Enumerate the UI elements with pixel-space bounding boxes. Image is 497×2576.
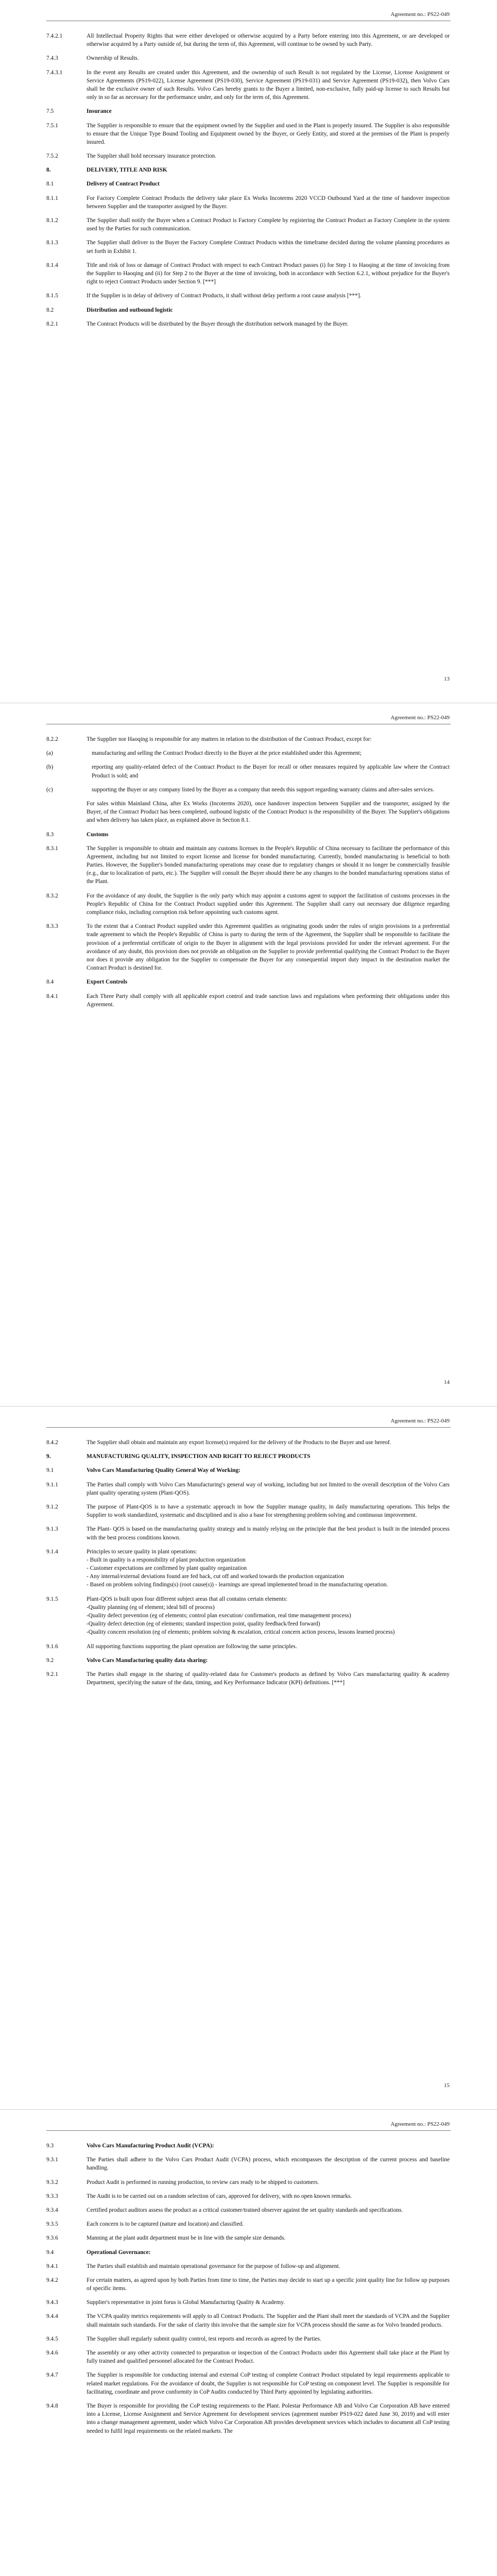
clause-text: For the avoidance of any doubt, the Supplier is the only party which may appoint a customs agent to support the facilitation of customs processes in the People's Republic of China for the Contract Product supplied under this Agreement. The Supplier shall carry out necessary due diligence regarding compliance risks, including corruption risk before appointing such customs agent. (87, 892, 450, 916)
clause-number: 9.1 (46, 1467, 54, 1474)
clause-text: Certified product auditors assess the product as a critical customer/trained observer against the set quality standards and specifications. (87, 2207, 403, 2213)
agreement-number: Agreement no.: PS22-049 (390, 1418, 450, 1424)
clause-number: 9.4.2 (46, 2277, 58, 2283)
subsection-heading (46, 306, 450, 314)
clause-text: DELIVERY, TITLE AND RISK (87, 167, 167, 174)
clause (46, 54, 450, 62)
clause-text: The Parties shall engage in the sharing of quality-related data for Customer's products as defined by Volvo Cars manufacturing quality & academy Department, specifying the nature of the data, timing, and Key Performance Indicator (KPI) definitions. [***] (87, 1671, 450, 1686)
clause-text: Product Audit is performed in running production, to review cars ready to be shipped to customers. (87, 2179, 319, 2185)
clause (46, 239, 450, 255)
clause-text: Customs (87, 831, 109, 838)
clause-number: 8.1.2 (46, 217, 58, 224)
clause-text: All Intellectual Property Rights that were either developed or otherwise acquired by a Party before entering into this Agreement, or are developed or otherwise acquired by a Party outside of, but during the term of, this Agreement, will continue to be owned by such Party. (87, 33, 450, 48)
clause-text: The Plant- QOS is based on the manufacturing quality strategy and is mainly relying on the principle that the best product is built in the intended process with the best process conditions known. (87, 1526, 450, 1541)
clause-number: 9.4.7 (46, 2372, 58, 2379)
clause-number: 8.4.1 (46, 993, 58, 999)
clause-text: Principles to secure quality in plant operations: - Built in quality is a responsibility of plant production organization - Customer expectations are confirmed by plant quality organization - Any internal/external deviations found are fed back, cut off and worked towards the production organization - Based on problem solving findings(s) (root cause(s)) - learnings are spread implemented broad in the manufacturing operation. (87, 1548, 388, 1588)
clause (46, 2402, 450, 2435)
clause-text: Distribution and outbound logistic (87, 307, 173, 313)
clause-text: The Buyer is responsible for providing the CoP testing requirements to the Plant. Polestar Performance AB and Volvo Car Corporation AB have entered into a License, License Assignment and Service Agreement for development services (agreement number PS19-022 dated June 30, 2019) and will enter into a change management agreement, under which Volvo Car Corporation AB provides development services which includes to document all CoP testing needed to fulfil legal requirements on the related markets. The (87, 2402, 450, 2434)
clause (46, 1595, 450, 1637)
clause-number: 8.1.1 (46, 195, 58, 201)
clause-number: 9.2.1 (46, 1671, 58, 1677)
clause (46, 261, 450, 286)
clause (46, 194, 450, 211)
clause-number: 7.4.3.1 (46, 69, 63, 76)
clause (46, 2335, 450, 2343)
clause (46, 320, 450, 328)
clause-text: Volvo Cars Manufacturing Quality General Way of Working: (87, 1467, 241, 1474)
agreement-number: Agreement no.: PS22-049 (390, 715, 450, 721)
clause (46, 992, 450, 1009)
clause-number: 8.2 (46, 307, 54, 313)
clause-text: The Parties shall adhere to the Volvo Cars Product Audit (VCPA) process, which encompasses the description of the current process and baseline handling. (87, 2157, 450, 2172)
clause-number: 9.1.1 (46, 1481, 58, 1488)
clause-text: Each concern is to be captured (nature and location) and classified. (87, 2221, 244, 2228)
clause-number: 8.3 (46, 831, 54, 838)
clause-text: The Supplier is responsible to ensure that the equipment owned by the Supplier and used in the Plant is properly insured. The Supplier is also responsible to ensure that the Unique Type Bound Tooling and Equipment owned by the Buyer, or Geely Entity, and stored at the premises of the Plant is properly insured. (87, 122, 450, 145)
clause-number: 9.3.6 (46, 2235, 58, 2242)
clause (46, 152, 450, 160)
subsection-heading (46, 831, 450, 839)
page-content (46, 735, 450, 1014)
clause (46, 122, 450, 147)
clause-number: 9.3.4 (46, 2207, 58, 2213)
clause-text: manufacturing and selling the Contract Product directly to the Buyer at the price established under this Agreement; (92, 750, 362, 757)
clause-number: 9.3.5 (46, 2221, 58, 2228)
document-page (0, 0, 497, 703)
clause-number: 8.1 (46, 181, 54, 188)
clause-number: 7.4.3 (46, 55, 58, 62)
page-number: 13 (444, 676, 450, 682)
clause-number: 9.3.1 (46, 2157, 58, 2163)
clause-number: 9.3 (46, 2143, 54, 2149)
clause (46, 892, 450, 917)
clause-number: 9.1.5 (46, 1596, 58, 1602)
agreement-number: Agreement no.: PS22-049 (390, 11, 450, 18)
page-content (46, 32, 450, 334)
clause-text: Manning at the plant audit department must be in line with the sample size demands. (87, 2235, 286, 2242)
clause (46, 2220, 450, 2228)
clause-number: (c) (46, 786, 53, 793)
clause-text: All supporting functions supporting the plant operation are following the same principles. (87, 1643, 297, 1650)
clause-number: 9.3.2 (46, 2179, 58, 2185)
clause-number: 7.5.2 (46, 153, 58, 160)
clause (46, 2312, 450, 2329)
clause (46, 844, 450, 886)
section-heading (46, 1452, 450, 1461)
clause-text: The Supplier is responsible for conducting internal and external CoP testing of complete Contract Product stipulated by legal requirements applicable to related market regulations. For the avoidance of doubt, the Supplier is not responsible for CoP testing on component level. The Supplier is responsible for facilitating, coordinate and prove conformity in CoP Audits conducted by Third Party appointed by legislating authorities. (87, 2372, 450, 2395)
subsection-heading (46, 180, 450, 188)
clause (46, 2349, 450, 2365)
clause (46, 922, 450, 972)
subsection-heading (46, 2142, 450, 2150)
page-content (46, 2142, 450, 2441)
clause (46, 1438, 450, 1447)
clause-text: Title and risk of loss or damage of Contract Product with respect to each Contract Product passes (i) for Step 1 to Haoqing at the time of invoicing from the Supplier to Haoqing and (ii) for Step 2 to the Buyer at the time of invoicing, both in accordance with Section 6.2.1, without prejudice for the Buyer's right to reject Contract Products under Section 9. [***] (87, 262, 450, 285)
clause-number: 7.5.1 (46, 122, 58, 129)
clause (46, 2276, 450, 2293)
clause-number: 9. (46, 1453, 51, 1460)
clause-number: 7.4.2.1 (46, 33, 63, 39)
clause (46, 216, 450, 233)
clause (46, 1642, 450, 1651)
clause-number: 8.1.3 (46, 240, 58, 246)
document-page (0, 1406, 497, 2110)
clause-number: 9.3.3 (46, 2193, 58, 2199)
clause (46, 32, 450, 48)
clause (46, 2262, 450, 2270)
clause-number: 9.1.4 (46, 1548, 58, 1555)
clause-text: The Audit is to be carried out on a random selection of cars, approved for delivery, with no open known remarks. (87, 2193, 352, 2199)
clause (46, 1481, 450, 1497)
clause-text: The Supplier is responsible to obtain and maintain any customs licenses in the People's Republic of China necessary to facilitate the performance of this Agreement, including but not limited to export license and license for bonded manufacturing. Currently, bonded manufacturing is beneficial to both Parties. However, the Supplier's bonded manufacturing operations may cease due to regulatory changes or should it no longer be commercially feasible (e.g., due to localization of parts, etc.). The Supplier will consult the Buyer should there be any changes to the bonded manufacturing operations status of the Plant. (87, 845, 450, 885)
clause-text: Export Controls (87, 979, 128, 986)
clause-text: The Supplier shall notify the Buyer when a Contract Product is Factory Complete by registering the Contract Product as Factory Complete in the system used by the Parties for such communication. (87, 217, 450, 232)
clause-number: 9.1.6 (46, 1643, 58, 1650)
clause-number: 9.1.2 (46, 1503, 58, 1510)
clause-text: If the Supplier is in delay of delivery of Contract Products, it shall without delay perform a root cause analysis [***]. (87, 293, 362, 299)
page-content (46, 1438, 450, 1692)
clause-text: To the extent that a Contract Product supplied under this Agreement qualifies as originating goods under the rules of origin provisions in a preferential trade agreement to which the People's Republic of China is party to during the term of the Agreement, the Supplier shall be responsible to facilitate the provision of a preferential certificate of origin to the Buyer in alignment with the legal provisions provided for under the relevant agreement. For the avoidance of any doubt, this provision does not provide an obligation on the Supplier to provide preferential qualifying the Contract Product to the Buyer nor does it provide any obligation for the Supplier to compensate the Buyer for any consequential import duty impact in the destination market the Contract Product is destined for. (87, 923, 450, 972)
clause-number: 8.1.5 (46, 293, 58, 299)
clause (46, 2234, 450, 2242)
header-rule (46, 1427, 451, 1428)
clause-number: 8.3.1 (46, 845, 58, 852)
clause (46, 735, 450, 743)
agreement-number: Agreement no.: PS22-049 (390, 2121, 450, 2127)
clause-number: (a) (46, 750, 53, 757)
clause-number: 8.4 (46, 979, 54, 986)
clause (46, 2206, 450, 2214)
clause-text: Volvo Cars Manufacturing quality data sharing: (87, 1657, 208, 1664)
subsection-heading (46, 107, 450, 115)
clause-number: 8.2.2 (46, 736, 58, 742)
clause-number: 8.2.1 (46, 320, 58, 327)
clause (46, 763, 450, 779)
clause-text: The Parties shall establish and maintain operational governance for the purpose of follow-up and alignment. (87, 2263, 340, 2269)
document-page (0, 703, 497, 1406)
clause-text: reporting any quality-related defect of the Contract Product to the Buyer for recall or other measures required by applicable law where the Contract Product is sold; and (92, 764, 450, 779)
clause (46, 2298, 450, 2307)
clause-text: The assembly or any other activity connected to preparation or inspection of the Contract Products under this Agreement shall take place at the Plant by fully trained and qualified personnel allocated for the Contract Product. (87, 2350, 450, 2365)
clause-text: Plant-QOS is built upon four different subject areas that all contains certain elements: -Quality planning (eg of element; ideal bill of process) -Quality defect prevention (eg of elements; control plan execution/ confirmation, real time management process) -Quality defect detection (eg of elements; standard inspection point, quality feedback/feed forward) -Quality concern resolution (eg of elements; problem solving & escalation, critical concern action process, lessons learned process) (87, 1596, 395, 1636)
clause (46, 800, 450, 825)
subsection-heading (46, 2248, 450, 2257)
clause (46, 2192, 450, 2200)
clause-text: The Supplier shall hold necessary insurance protection. (87, 153, 217, 160)
clause-number: 8. (46, 167, 51, 174)
clause-text: In the event any Results are created under this Agreement, and the ownership of such Result is not regulated by the License, License Assignment or Service Agreements (PS19-022), License Agreement (PS19-030), Service Agreement (PS19-031) and Service Agreement (PS19-032), then Volvo Cars shall be the exclusive owner of such Results. Volvo Cars hereby grants to the Buyer a limited, non-exclusive, fully paid-up license to such Results but only in so far as necessary for the performance under, and only for the term of, this Agreement. (87, 69, 450, 101)
clause-text: For certain matters, as agreed upon by both Parties from time to time, the Parties may decide to start up a specific joint quality line for follow up purposes of specific items. (87, 2277, 450, 2292)
clause-text: The Parties shall comply with Volvo Cars Manufacturing's general way of working, including but not limited to the overall description of the Volvo Cars plant quality operating system (Plant-QOS). (87, 1481, 450, 1496)
page-number: 15 (444, 2082, 450, 2089)
clause-text: The Supplier nor Haoqing is responsible for any matters in relation to the distribution of the Contract Product, except for: (87, 736, 372, 742)
clause-text: The Contract Products will be distributed by the Buyer through the distribution network managed by the Buyer. (87, 320, 349, 327)
clause-text: Delivery of Contract Product (87, 181, 160, 188)
clause-text: For sales within Mainland China, after Ex Works (Incoterms 2020), once handover inspection between Supplier and the transporter, assigned by the Buyer, of the Contract Product has been completed, outbound logistic of the Contract Product is the responsibility of the Buyer. The Supplier's obligations and when delivery has taken place, as explained above in Section 8.1. (87, 800, 450, 824)
clause-text: The purpose of Plant-QOS is to have a systematic approach in how the Supplier manage quality, in daily manufacturing operations. This helps the Supplier to work standardized, systematic and disciplined and is also a base for strengthening problem solving and continuous improvement. (87, 1503, 450, 1519)
clause-number: 9.4.1 (46, 2263, 58, 2269)
clause-number: 8.1.4 (46, 262, 58, 268)
clause-number: 9.4.4 (46, 2313, 58, 2320)
clause-number: 8.4.2 (46, 1439, 58, 1446)
document-page (0, 2110, 497, 2576)
clause-number: 8.3.2 (46, 892, 58, 899)
clause-number: 9.4.6 (46, 2350, 58, 2356)
clause-number: 9.4.3 (46, 2299, 58, 2306)
clause (46, 1670, 450, 1687)
subsection-heading (46, 1466, 450, 1475)
clause (46, 69, 450, 102)
clause-text: The Supplier shall regularly submit quality control, test reports and records as agreed by the Parties. (87, 2335, 321, 2342)
clause-number: (b) (46, 764, 54, 771)
clause-number: 9.4.5 (46, 2335, 58, 2342)
section-heading (46, 166, 450, 174)
clause-text: Volvo Cars Manufacturing Product Audit (VCPA): (87, 2143, 214, 2149)
clause (46, 1525, 450, 1541)
clause-text: MANUFACTURING QUALITY, INSPECTION AND RIGHT TO REJECT PRODUCTS (87, 1453, 311, 1460)
clause (46, 1503, 450, 1519)
clause-number: 9.2 (46, 1657, 54, 1664)
clause-number: 7.5 (46, 108, 54, 115)
clause (46, 1548, 450, 1589)
clause (46, 292, 450, 300)
clause-number: 9.1.3 (46, 1526, 58, 1533)
clause-text: Each Three Party shall comply with all applicable export control and trade sanction laws and regulations when performing their obligations under this Agreement. (87, 993, 450, 1008)
clause (46, 2178, 450, 2187)
clause-text: For Factory Complete Contract Products the delivery take place Ex Works Incoterms 2020 VCCD Outbound Yard at the time of handover inspection between Supplier and the transporter assigned by the Buyer. (87, 195, 450, 210)
header-rule (46, 2130, 451, 2131)
clause-text: supporting the Buyer or any company listed by the Buyer as a company that needs this support regarding warranty claims and after-sales services. (92, 786, 434, 793)
page-number: 14 (444, 1379, 450, 1385)
clause-text: Insurance (87, 108, 112, 115)
subsection-heading (46, 978, 450, 986)
clause-text: Ownership of Results. (87, 55, 139, 62)
clause-number: 8.3.3 (46, 923, 58, 930)
clause (46, 2156, 450, 2172)
clause (46, 786, 450, 794)
clause (46, 2371, 450, 2396)
clause-text: The Supplier shall deliver to the Buyer the Factory Complete Contract Products within the timeframe decided during the volume planning procedures as set forth in Exhibit 1. (87, 240, 450, 255)
clause-number (46, 800, 87, 825)
clause-text: The VCPA quality metrics requirements will apply to all Contract Products. The Supplier and the Plant shall meet the standards of VCPA and the Supplier shall maintain such standards. For the sake of clarity this involve that the sample size for VCPA process should the same as for Volvo branded products. (87, 2313, 450, 2328)
subsection-heading (46, 1656, 450, 1665)
clause-number: 9.4 (46, 2249, 54, 2256)
clause-text: The Supplier shall obtain and maintain any export license(s) required for the delivery of the Products to the Buyer and use hereof. (87, 1439, 391, 1446)
clause-text: Supplier's representative in joint forus is Global Manufacturing Quality & Academy. (87, 2299, 285, 2306)
clause (46, 749, 450, 757)
clause-number: 9.4.8 (46, 2402, 58, 2409)
clause-text: Operational Governance: (87, 2249, 151, 2256)
